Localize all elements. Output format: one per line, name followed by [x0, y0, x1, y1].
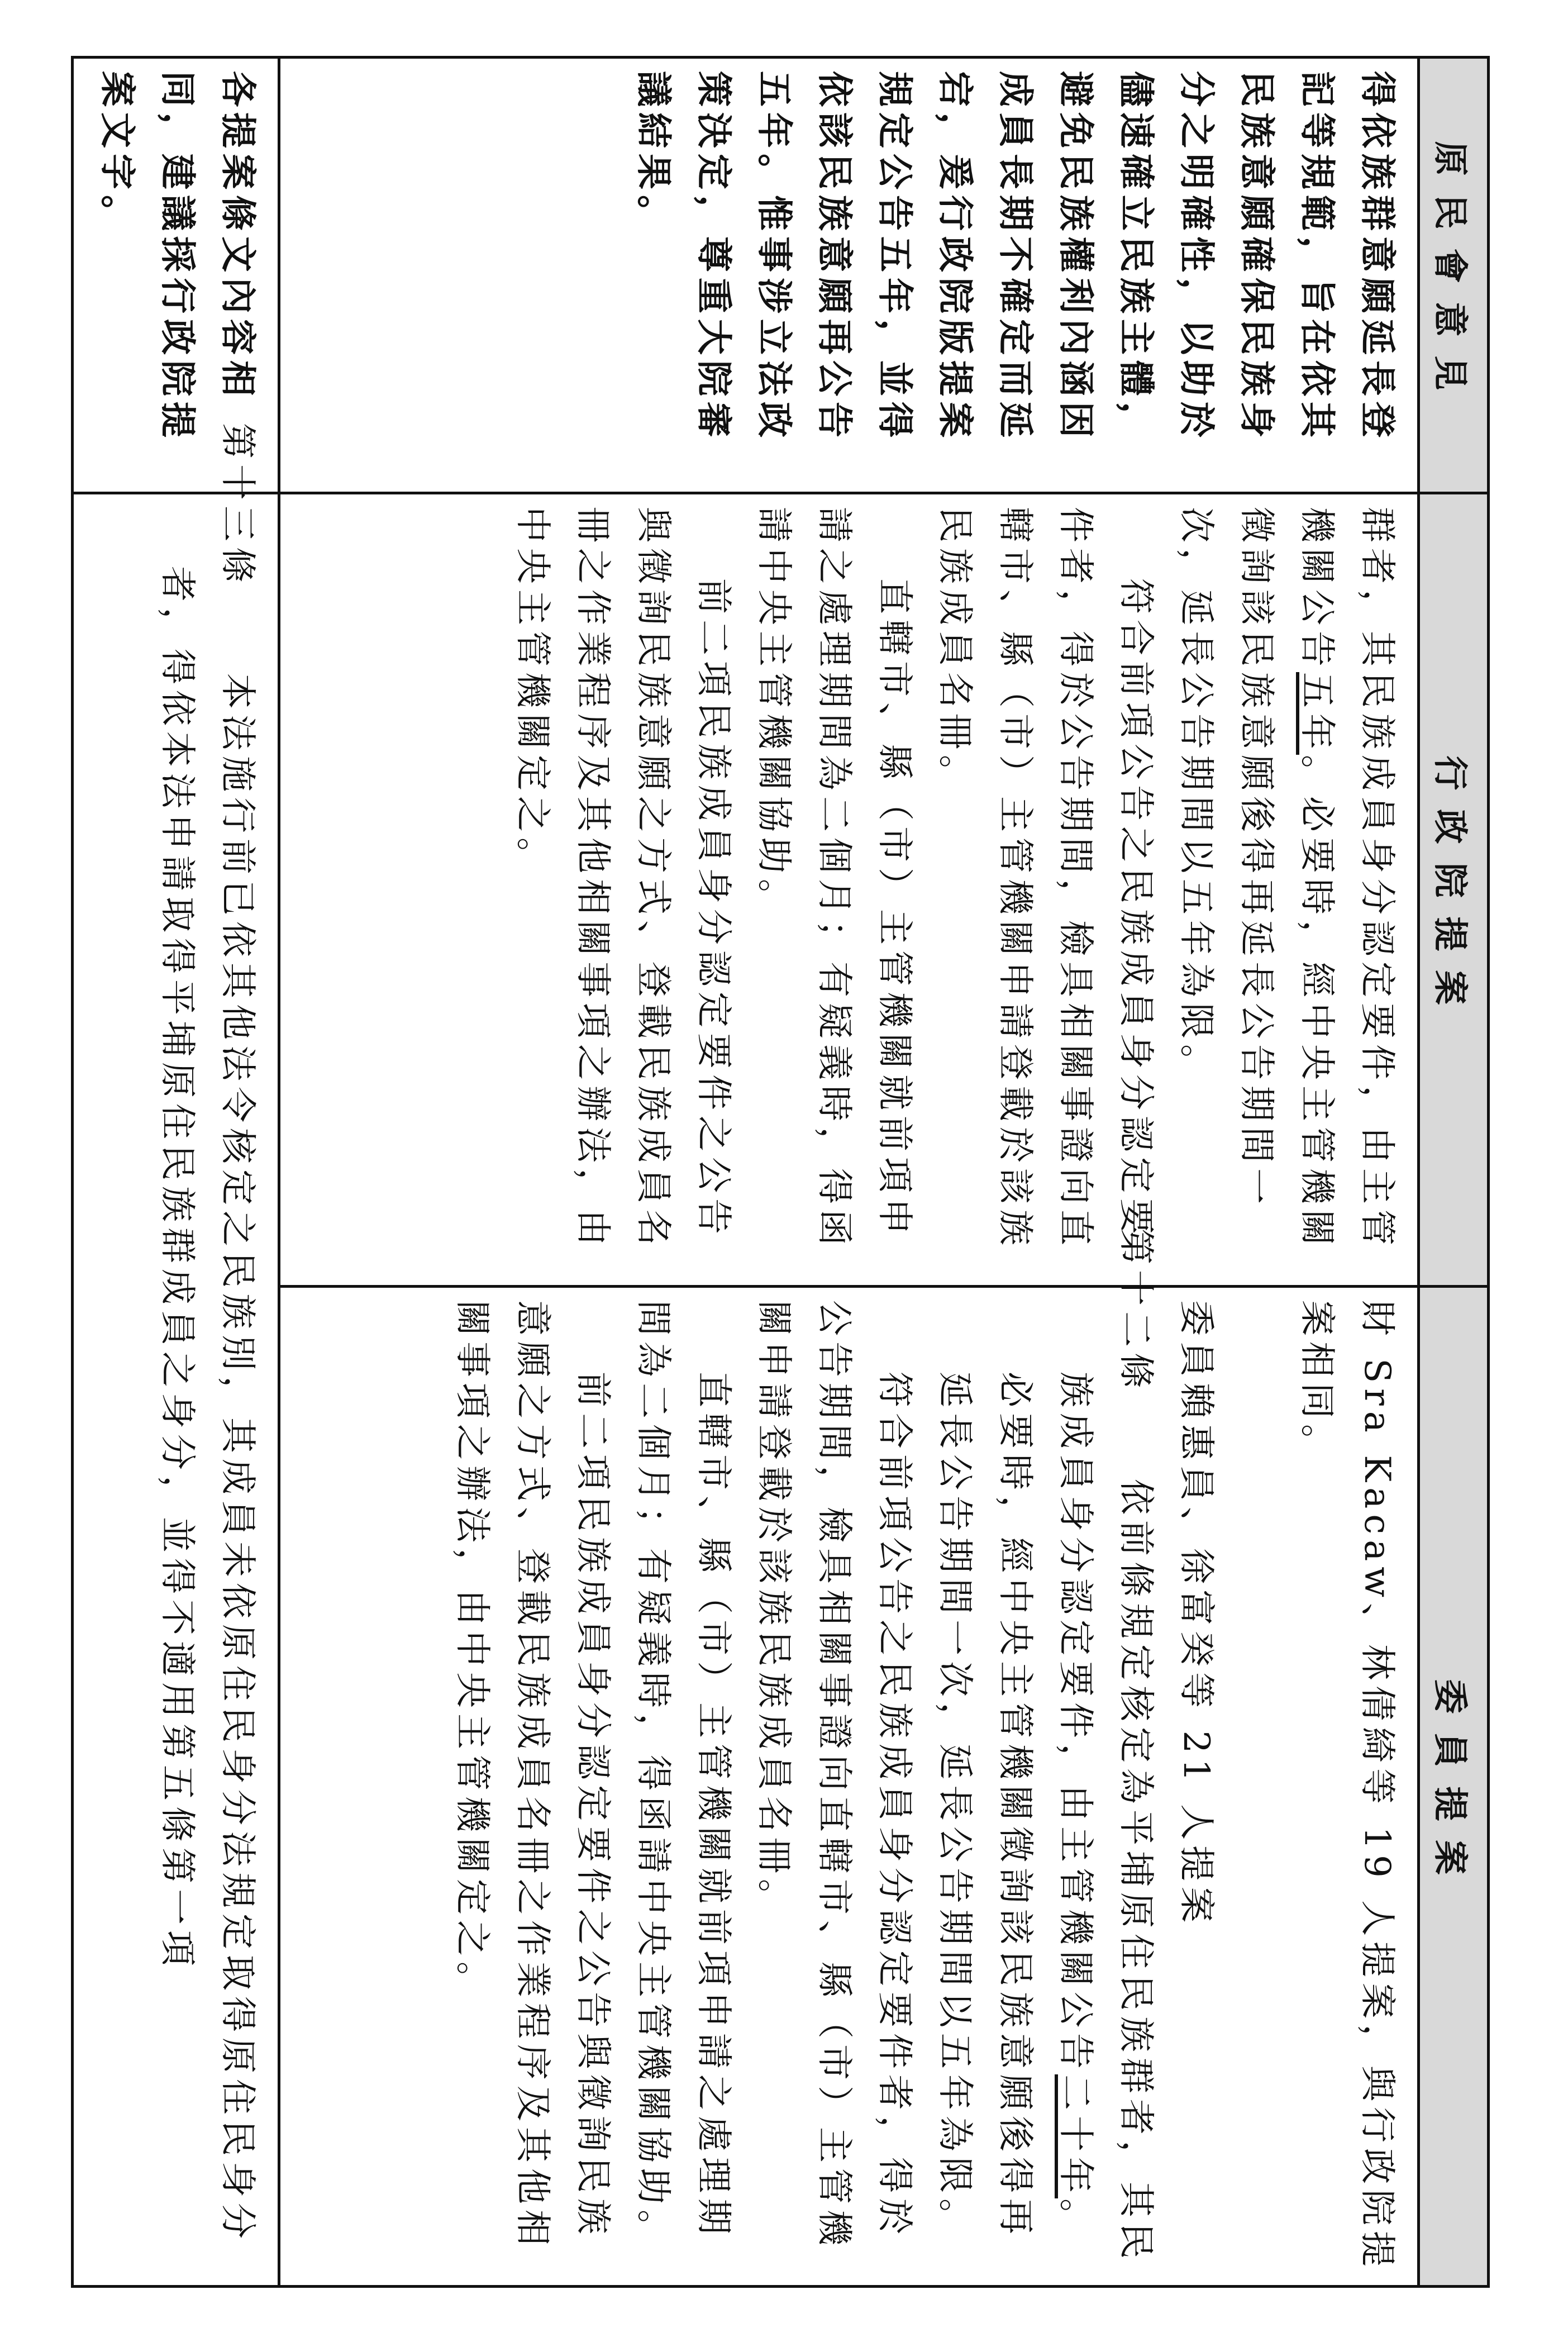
row-article-13 — [73, 58, 279, 2287]
header-row — [1419, 58, 1489, 2287]
exec-p1-b: 。必要時，經中央主管機關徵詢該民族意願後得再延長公告期間一次，延長公告期間以五年為限。 — [1175, 507, 1337, 1251]
article-13-body: 本法施行前已依其他法令核定之民族別，其成員未依原住民身分法規定取得原住民身分者，得依本法申請取得平埔原住民族群成員之身分，並得不適用第五條第一項 — [156, 566, 258, 2244]
header-council-opinion: 原民會意見 — [1419, 58, 1489, 493]
leg-paragraph-2: 符合前項公告之民族成員身分認定要件者，得於公告期間，檢具相關事證向直轄市、縣（市）主管機關申請登載於該族民族成員名冊。 — [753, 1300, 915, 2251]
exec-paragraph-2: 符合前項公告之民族成員身分認定要件者，得於公告期間，檢具相關事證向直轄市、縣（市）主管機關申請登載於該族民族成員名冊。 — [934, 507, 1156, 1251]
cell-executive-proposal — [279, 493, 1419, 1287]
legislator-proposal-text — [432, 1229, 1417, 2285]
leg-p1-b: 。必要時，經中央主管機關徵詢該民族意願後得再延長公告期間一次，延長公告期間以五年為限。 — [934, 1372, 1096, 2240]
article-13-text — [137, 423, 278, 2285]
cell-article-13-text — [73, 423, 279, 2287]
exec-paragraph-3: 直轄市、縣（市）主管機關就前項申請之處理期間為二個月；有疑義時，得函請中央主管機關協助。 — [753, 507, 915, 1251]
leg-paragraph-1 — [924, 1229, 1166, 2273]
header-legislator-proposal: 委員提案 — [1419, 1287, 1489, 2287]
leg-paragraph-3: 直轄市、縣（市）主管機關就前項申請之處理期間為二個月；有疑義時，得函請中央主管機關協助。 — [632, 1300, 734, 2251]
article-13-label: 第十三條 — [217, 423, 258, 588]
leg-paragraph-4: 前二項民族成員身分認定要件之公告與徵詢民族意願之方式、登載民族成員名冊之作業程序及其他相關事項之辦法，由中央主管機關定之。 — [451, 1300, 613, 2251]
cell-council-opinion — [279, 58, 1419, 493]
exec-paragraph-4: 前二項民族成員身分認定要件之公告與徵詢民族意願之方式、登載民族成員名冊之作業程序及其他相關事項之辦法，由中央主管機關定之。 — [512, 507, 734, 1251]
leg-proposer: 委員賴惠員、徐富癸等 21 人提案 — [1175, 1300, 1217, 1929]
row-article-12 — [279, 58, 1419, 2287]
council-opinion-text-2: 各提案條文內容相同，建議採行政院提案文字。 — [96, 71, 259, 443]
exec-paragraph-1 — [1166, 507, 1407, 1273]
leg-p1-a: 依前條規定核定為平埔原住民族群者，其民族成員身分認定要件，由主管機關公告 — [1055, 1372, 1156, 2264]
leg-intro: 財 Sra Kacaw、林倩綺等 19 人提案，與行政院提案相同。 — [1296, 1300, 1398, 2273]
exec-p1-underlined: 五年 — [1296, 672, 1337, 755]
leg-p1-underlined: 二十年 — [1055, 2074, 1096, 2198]
header-executive-proposal: 行政院提案 — [1419, 493, 1489, 1287]
executive-proposal-text — [492, 494, 1417, 1285]
exec-p1-a: 群者，其民族成員身分認定要件，由主管機關公告 — [1296, 507, 1398, 1251]
comparison-table — [71, 56, 1490, 2288]
cell-legislator-proposal — [279, 1229, 1419, 2287]
leg-article-label: 第十二條 — [1115, 1229, 1156, 1394]
council-opinion-text: 得依族群意願延長登記等規範，旨在依其民族意願確保民族身分之明確性，以助於儘速確立民族主體，避免民族權利內涵因成員長期不確定而延宕，爰行政院版提案規定公告五年，並得依該民族意願再公告五年。惟事涉立法政策決定，尊重大院審議結果。 — [632, 71, 1398, 443]
